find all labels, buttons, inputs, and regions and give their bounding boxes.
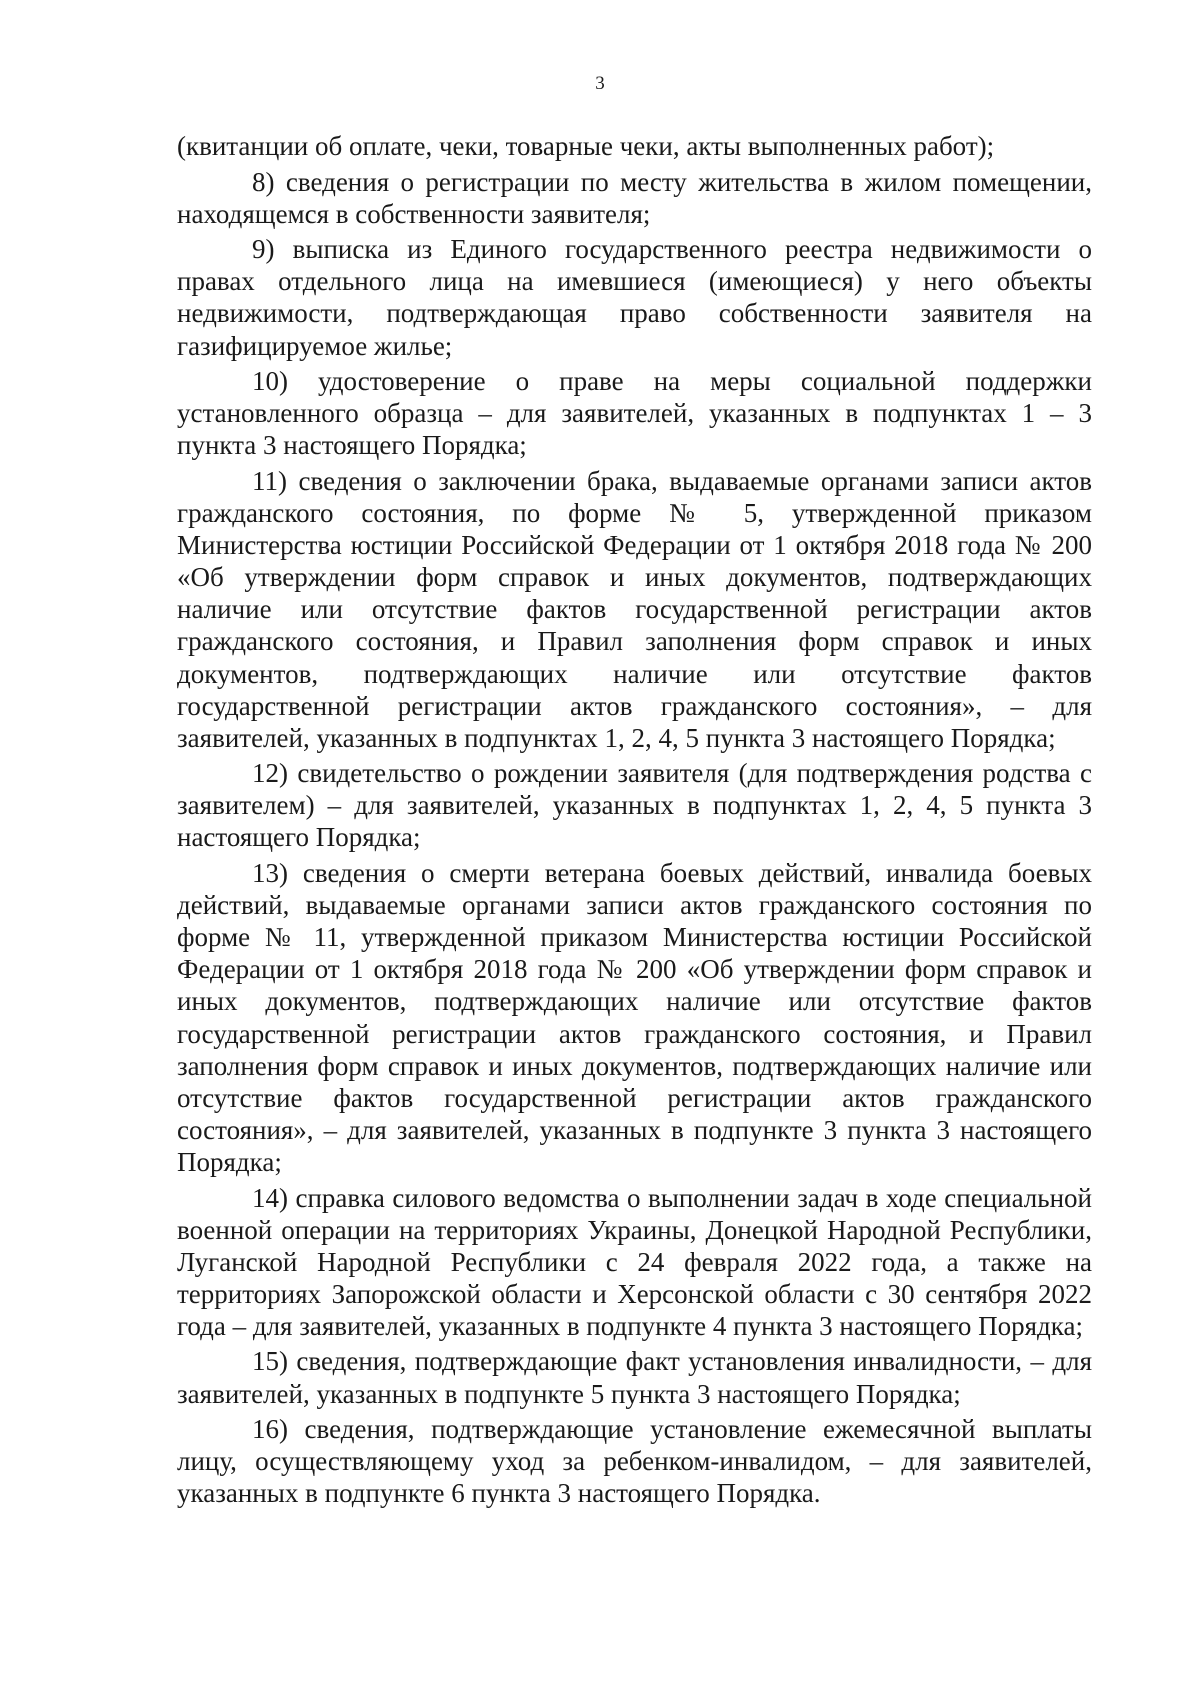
list-item-10: 10) удостоверение о праве на меры социальной поддержки установленного образца – для заявителей, указанных в подпунктах 1 – 3 пункта 3 настоящего Порядка;: [177, 366, 1092, 461]
document-body: [177, 130, 1092, 1513]
list-item-15: 15) сведения, подтверждающие факт установления инвалидности, – для заявителей, указанных в подпункте 5 пункта 3 настоящего Порядка;: [177, 1346, 1092, 1409]
list-item-12: 12) свидетельство о рождении заявителя (для подтверждения родства с заявителем) – для заявителей, указанных в подпунктах 1, 2, 4, 5 пункта 3 настоящего Порядка;: [177, 758, 1092, 853]
list-item-14: 14) справка силового ведомства о выполнении задач в ходе специальной военной операции на территориях Украины, Донецкой Народной Республики, Луганской Народной Республики с 24 февраля 2022 года, а также на территориях Запорожской области и Херсонской области с 30 сентября 2022 года – для заявителей, указанных в подпункте 4 пункта 3 настоящего Порядка;: [177, 1182, 1092, 1341]
page-number: 3: [595, 73, 605, 94]
paragraph-continuation: (квитанции об оплате, чеки, товарные чеки, акты выполненных работ);: [177, 131, 995, 161]
list-item-13: 13) сведения о смерти ветерана боевых действий, инвалида боевых действий, выдаваемые органами записи актов гражданского состояния по форме № 11, утвержденной приказом Министерства юстиции Российской Федерации от 1 октября 2018 года № 200 «Об утверждении форм справок и иных документов, подтверждающих наличие или отсутствие фактов государственной регистрации актов гражданского состояния, и Правил заполнения форм справок и иных документов, подтверждающих наличие или отсутствие фактов государственной регистрации актов гражданского состояния», – для заявителей, указанных в подпункте 3 пункта 3 настоящего Порядка;: [177, 858, 1092, 1177]
list-item-8: 8) сведения о регистрации по месту жительства в жилом помещении, находящемся в собственности заявителя;: [177, 166, 1092, 229]
list-item-16: 16) сведения, подтверждающие установление ежемесячной выплаты лицу, осуществляющему уход за ребенком-инвалидом, – для заявителей, указанных в подпункте 6 пункта 3 настоящего Порядка.: [177, 1414, 1092, 1509]
list-item-11: 11) сведения о заключении брака, выдаваемые органами записи актов гражданского состояния, по форме № 5, утвержденной приказом Министерства юстиции Российской Федерации от 1 октября 2018 года № 200 «Об утверждении форм справок и иных документов, подтверждающих наличие или отсутствие фактов государственной регистрации актов гражданского состояния, и Правил заполнения форм справок и иных документов, подтверждающих наличие или отсутствие фактов государственной регистрации актов гражданского состояния», – для заявителей, указанных в подпунктах 1, 2, 4, 5 пункта 3 настоящего Порядка;: [177, 465, 1092, 753]
list-item-9: 9) выписка из Единого государственного реестра недвижимости о правах отдельного лица на имевшиеся (имеющиеся) у него объекты недвижимости, подтверждающая право собственности заявителя на газифицируемое жилье;: [177, 234, 1092, 361]
